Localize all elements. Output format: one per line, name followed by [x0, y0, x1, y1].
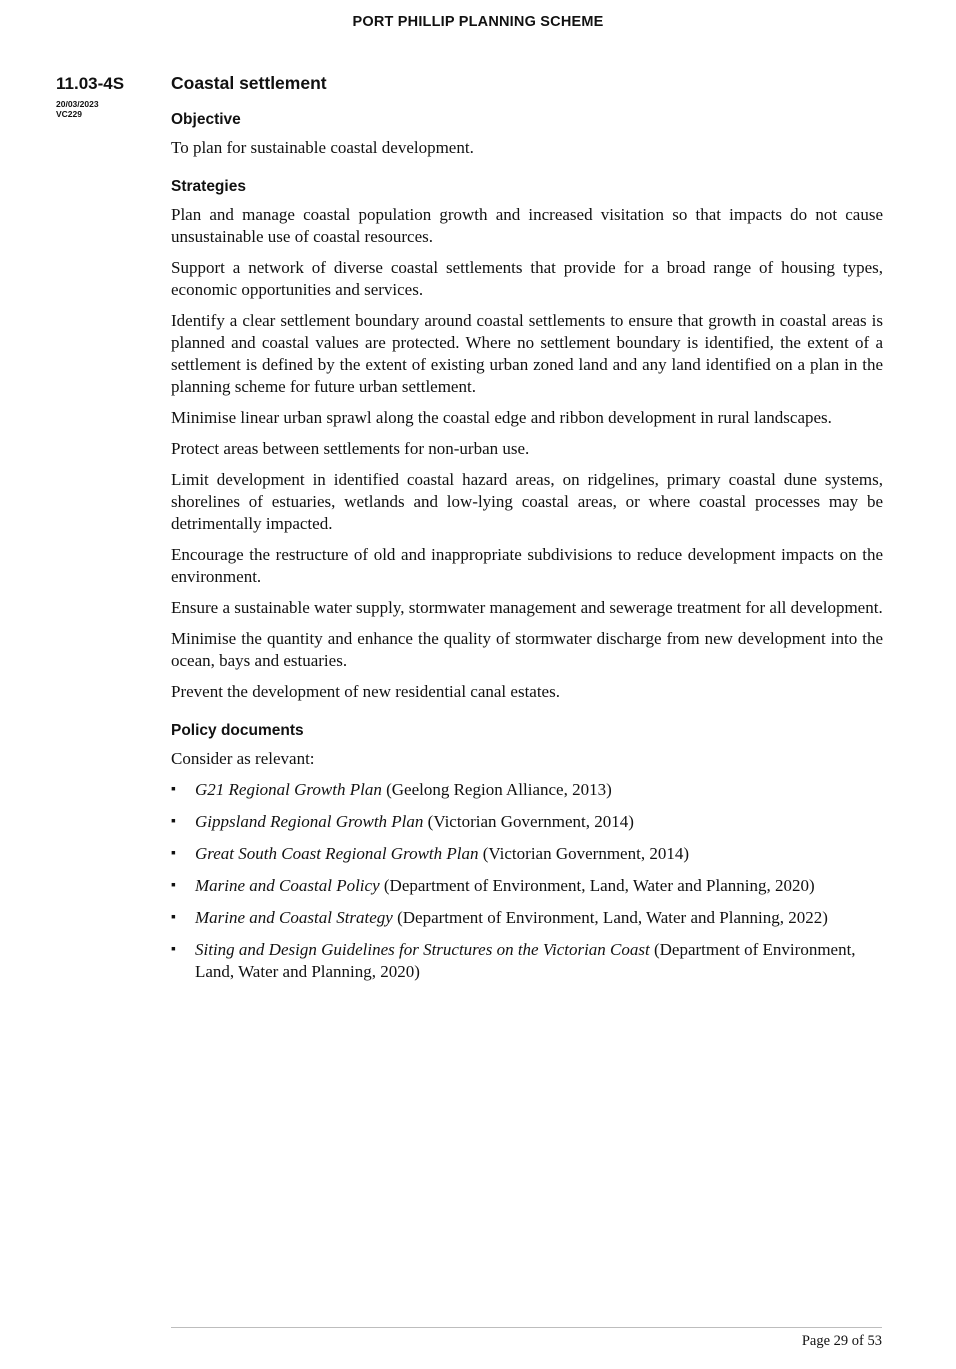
bullet-icon: ▪: [171, 814, 176, 829]
document-title: Marine and Coastal Policy: [195, 876, 380, 895]
objective-text: To plan for sustainable coastal development.: [171, 138, 474, 157]
bullet-icon: ▪: [171, 910, 176, 925]
clause-number: 11.03-4S: [56, 74, 125, 93]
bullet-icon: ▪: [171, 878, 176, 893]
document-source: (Department of Environment, Land, Water and Planning, 2022): [397, 908, 828, 927]
bullet-icon: ▪: [171, 782, 176, 797]
policy-documents-intro: Consider as relevant:: [171, 749, 315, 768]
clause-meta: [56, 99, 99, 119]
strategy-paragraph: Limit development in identified coastal hazard areas, on ridgelines, primary coastal dune systems, shorelines of estuaries, wetlands and low-lying coastal areas, or where coastal processes may be detrimentally impacted.: [171, 470, 883, 533]
clause-content: [171, 73, 883, 993]
list-item: [171, 875, 883, 897]
document-title: Gippsland Regional Growth Plan: [195, 812, 424, 831]
document-source: (Victorian Government, 2014): [427, 812, 634, 831]
document-source: (Geelong Region Alliance, 2013): [386, 780, 612, 799]
strategies-heading: Strategies: [171, 178, 246, 195]
list-item: [171, 843, 883, 865]
document-source: (Victorian Government, 2014): [482, 844, 689, 863]
strategy-paragraph: Minimise the quantity and enhance the quality of stormwater discharge from new development into the ocean, bays and estuaries.: [171, 629, 883, 670]
bullet-icon: ▪: [171, 846, 176, 861]
clause-date: 20/03/2023: [56, 99, 99, 109]
document-title: G21 Regional Growth Plan: [195, 780, 382, 799]
document-title: Siting and Design Guidelines for Structures on the Victorian Coast: [195, 940, 650, 959]
list-item: [171, 939, 883, 983]
list-item: [171, 811, 883, 833]
strategy-paragraph: Support a network of diverse coastal settlements that provide for a broad range of housing types, economic opportunities and services.: [171, 258, 883, 299]
document-source: (Department of Environment, Land, Water and Planning, 2020): [383, 876, 815, 895]
policy-documents-heading: Policy documents: [171, 722, 304, 739]
strategy-paragraph: Identify a clear settlement boundary around coastal settlements to ensure that growth in coastal areas is planned and coastal values are protected. Where no settlement boundary is identified, the extent of a settlement is defined by the extent of existing urban zoned land and any land identified on a plan in the planning scheme for future urban settlement.: [171, 311, 883, 396]
page-number: Page 29 of 53: [801, 1333, 882, 1349]
strategy-paragraph: Ensure a sustainable water supply, stormwater management and sewerage treatment for all development.: [171, 598, 883, 617]
document-header: PORT PHILLIP PLANNING SCHEME: [352, 14, 604, 30]
document-title: Marine and Coastal Strategy: [195, 908, 393, 927]
strategy-paragraph: Encourage the restructure of old and inappropriate subdivisions to reduce development impacts on the environment.: [171, 545, 883, 586]
document-source: (Department of Environment, Land, Water and Planning, 2020): [195, 940, 856, 981]
list-item: [171, 779, 883, 801]
bullet-icon: ▪: [171, 942, 176, 957]
footer-divider: [171, 1327, 882, 1328]
strategy-paragraph: Minimise linear urban sprawl along the coastal edge and ribbon development in rural landscapes.: [171, 408, 832, 427]
objective-heading: Objective: [171, 111, 241, 128]
clause-amendment: VC229: [56, 109, 82, 119]
list-item: [171, 907, 883, 929]
clause-title: Coastal settlement: [171, 73, 327, 93]
policy-documents-list: [171, 779, 883, 983]
strategy-paragraph: Protect areas between settlements for non-urban use.: [171, 439, 530, 458]
document-title: Great South Coast Regional Growth Plan: [195, 844, 479, 863]
strategy-paragraph: Plan and manage coastal population growth and increased visitation so that impacts do not cause unsustainable use of coastal resources.: [171, 205, 883, 246]
strategy-paragraph: Prevent the development of new residential canal estates.: [171, 682, 560, 701]
